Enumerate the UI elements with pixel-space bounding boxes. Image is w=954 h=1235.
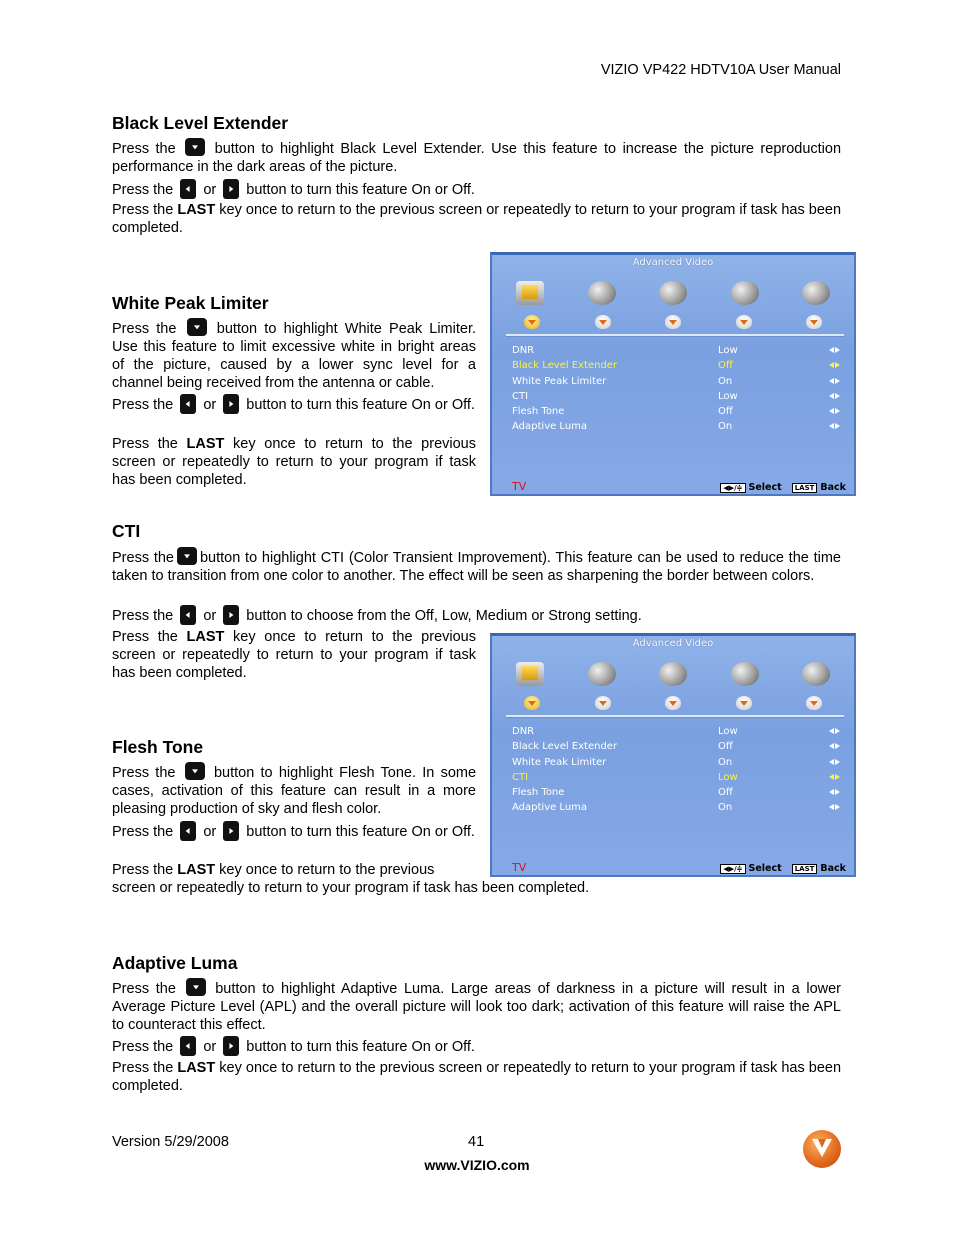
paragraph-luma-3 <box>112 1059 841 1095</box>
select-hint: Select <box>748 482 782 493</box>
left-right-arrows-icon <box>829 804 840 811</box>
osd-row <box>512 374 840 389</box>
left-right-arrows-icon <box>829 393 840 400</box>
select-hint: Select <box>748 863 782 874</box>
tv-icon <box>510 275 550 315</box>
heading-cti: CTI <box>112 521 141 541</box>
text: Press the <box>112 765 176 781</box>
down-button-icon <box>177 547 197 565</box>
text: Press the <box>112 182 174 198</box>
left-button-icon <box>180 394 196 414</box>
advanced-video-menu-screenshot-1 <box>490 252 856 496</box>
osd-arrow-bar <box>524 696 822 710</box>
paragraph-ble-2 <box>112 179 475 199</box>
text: Press the <box>112 608 174 624</box>
text: button to highlight Adaptive Luma. Large areas of darkness in a picture will result in a lower Average Picture Level (APL) and the overall picture will look too dark; activation of this feature will raise the APL to counteract this effect. <box>112 981 841 1033</box>
osd-row-value: On <box>718 375 733 387</box>
osd-row <box>512 404 840 419</box>
left-button-icon <box>180 1036 196 1056</box>
paragraph-cti-2 <box>112 605 642 625</box>
osd-row-label: DNR <box>512 726 535 737</box>
paragraph-cti-1 <box>112 547 841 585</box>
osd-row-label: Flesh Tone <box>512 406 565 418</box>
left-right-arrows-icon <box>829 743 840 750</box>
down-arrow-icon <box>665 315 681 329</box>
left-right-arrows-icon <box>829 362 840 369</box>
key-icon <box>796 275 836 315</box>
down-arrow-icon <box>736 696 752 710</box>
paragraph-luma-2 <box>112 1036 475 1056</box>
text: button to turn this feature On or Off. <box>246 1039 475 1055</box>
left-button-icon <box>180 821 196 841</box>
osd-row-value: Off <box>718 406 733 418</box>
osd-row-label: DNR <box>512 345 535 356</box>
text: key once to return to the previous <box>219 862 435 878</box>
osd-row <box>512 785 840 800</box>
osd-row-value: Off <box>718 360 733 372</box>
osd-title: Advanced Video <box>632 638 714 649</box>
osd-icon-bar <box>510 275 836 315</box>
down-arrow-icon <box>806 315 822 329</box>
text: or <box>203 397 217 413</box>
left-right-arrows-icon <box>829 728 840 735</box>
last-key-label: LAST <box>177 862 216 878</box>
osd-row-value: On <box>718 802 733 814</box>
left-button-icon <box>180 179 196 199</box>
vizio-logo-icon <box>803 1130 841 1168</box>
osd-row-label: CTI <box>512 771 529 783</box>
osd-row-value: Low <box>718 726 738 737</box>
back-hint: Back <box>820 482 846 493</box>
osd-row <box>512 739 840 754</box>
last-key-label: LAST <box>177 202 216 218</box>
paragraph-wpl-3 <box>112 435 476 489</box>
last-key-icon: LAST <box>792 483 818 493</box>
text: Press the <box>112 436 178 452</box>
down-arrow-icon <box>524 315 540 329</box>
osd-row-label: Black Level Extender <box>512 741 618 753</box>
arrows-key-icon: ◀▶/≑ <box>720 864 745 874</box>
osd-row <box>512 800 840 815</box>
text: Press the <box>112 141 176 157</box>
advanced-video-menu-screenshot-2 <box>490 633 856 877</box>
left-right-arrows-icon <box>829 347 840 354</box>
down-arrow-icon <box>524 696 540 710</box>
last-key-icon: LAST <box>792 864 818 874</box>
right-button-icon <box>223 179 239 199</box>
down-button-icon <box>187 318 207 336</box>
osd-footer-hints <box>720 482 846 493</box>
text: Press the <box>112 1060 174 1076</box>
down-arrow-icon <box>806 696 822 710</box>
heading-adaptive-luma: Adaptive Luma <box>112 953 238 973</box>
wrench-icon <box>725 656 765 696</box>
text: Press the <box>112 824 174 840</box>
arrows-key-icon: ◀▶/≑ <box>720 483 745 493</box>
satellite-dish-icon <box>653 275 693 315</box>
right-button-icon <box>223 821 239 841</box>
text: key once to return to the previous screen or repeatedly to return to your program if task has been completed. <box>112 202 842 236</box>
left-right-arrows-icon <box>829 774 840 781</box>
osd-menu-list <box>512 343 840 435</box>
osd-row <box>512 389 840 404</box>
manual-title: VIZIO VP422 HDTV10A User Manual <box>600 62 841 78</box>
microphone-icon <box>582 275 622 315</box>
website-url: www.VIZIO.com <box>424 1157 530 1173</box>
paragraph-flesh-2 <box>112 821 476 841</box>
text: Press the <box>112 1039 174 1055</box>
last-key-label: LAST <box>186 436 225 452</box>
osd-divider <box>506 334 844 337</box>
tv-icon <box>510 656 550 696</box>
left-right-arrows-icon <box>829 759 840 766</box>
down-button-icon <box>186 978 206 996</box>
text: key once to return to the previous screen or repeatedly to return to your program if task has been completed. <box>112 629 476 681</box>
left-right-arrows-icon <box>829 408 840 415</box>
osd-source-label: TV <box>512 861 527 874</box>
osd-row-label: Flesh Tone <box>512 787 565 799</box>
right-button-icon <box>223 394 239 414</box>
osd-row-label: White Peak Limiter <box>512 375 607 387</box>
last-key-label: LAST <box>177 1060 216 1076</box>
down-arrow-icon <box>595 696 611 710</box>
left-right-arrows-icon <box>829 423 840 430</box>
satellite-dish-icon <box>653 656 693 696</box>
text: button to turn this feature On or Off. <box>246 182 475 198</box>
text: or <box>203 1039 217 1055</box>
version-label: Version 5/29/2008 <box>112 1134 229 1150</box>
paragraph-ble-3 <box>112 201 841 237</box>
osd-row-value: Off <box>718 741 733 753</box>
osd-footer-hints <box>720 863 846 874</box>
paragraph-ble-1 <box>112 138 841 176</box>
left-right-arrows-icon <box>829 789 840 796</box>
text: Press the <box>112 862 174 878</box>
osd-row <box>512 419 840 434</box>
text: Press the <box>112 629 178 645</box>
osd-icon-bar <box>510 656 836 696</box>
wrench-icon <box>725 275 765 315</box>
osd-divider <box>506 715 844 718</box>
text: key once to return to the previous screen or repeatedly to return to your program if task has been completed. <box>112 1060 842 1094</box>
down-button-icon <box>185 762 205 780</box>
osd-menu-list <box>512 724 840 816</box>
osd-row <box>512 724 840 739</box>
osd-arrow-bar <box>524 315 822 329</box>
paragraph-wpl-2 <box>112 394 476 414</box>
osd-row-highlighted <box>512 358 840 373</box>
key-icon <box>796 656 836 696</box>
osd-row-value: Low <box>718 390 738 402</box>
osd-row-highlighted <box>512 770 840 785</box>
text: key once to return to the previous screen or repeatedly to return to your program if task has been completed. <box>112 436 476 488</box>
back-hint: Back <box>820 863 846 874</box>
text: or <box>203 182 217 198</box>
text: or <box>203 608 217 624</box>
osd-row-value: Off <box>718 787 733 799</box>
osd-row-value: Low <box>718 771 738 783</box>
osd-row <box>512 343 840 358</box>
paragraph-luma-1 <box>112 978 841 1034</box>
text: Press the <box>112 202 174 218</box>
down-button-icon <box>185 138 205 156</box>
osd-row-label: Black Level Extender <box>512 360 618 372</box>
text: Press the <box>112 397 174 413</box>
right-button-icon <box>223 1036 239 1056</box>
osd-title: Advanced Video <box>632 257 714 268</box>
right-button-icon <box>223 605 239 625</box>
left-button-icon <box>180 605 196 625</box>
osd-source-label: TV <box>512 480 527 493</box>
text: button to choose from the Off, Low, Medium or Strong setting. <box>246 608 642 624</box>
left-right-arrows-icon <box>829 378 840 385</box>
paragraph-flesh-3-continued: screen or repeatedly to return to your program if task has been completed. <box>112 880 590 896</box>
heading-white-peak-limiter: White Peak Limiter <box>112 293 269 313</box>
text: button to highlight CTI (Color Transient Improvement). This feature can be used to reduce the time taken to transition from one color to another. The effect will be seen as sharpening the border between colors. <box>112 550 841 584</box>
microphone-icon <box>582 656 622 696</box>
down-arrow-icon <box>736 315 752 329</box>
text: button to turn this feature On or Off. <box>246 824 475 840</box>
paragraph-flesh-3 <box>112 861 476 879</box>
text: Press the <box>112 981 176 997</box>
osd-row-label: Adaptive Luma <box>512 802 588 814</box>
text: button to highlight White Peak Limiter. Use this feature to limit excessive white in bright areas of the picture, caused by a lower sync level for a channel being received from the antenna or cable. <box>112 321 477 391</box>
down-arrow-icon <box>595 315 611 329</box>
osd-row-value: On <box>718 421 733 433</box>
paragraph-cti-3 <box>112 628 476 682</box>
text: Press the <box>112 550 174 566</box>
heading-flesh-tone: Flesh Tone <box>112 737 204 757</box>
paragraph-flesh-1 <box>112 762 476 818</box>
last-key-label: LAST <box>186 629 225 645</box>
down-arrow-icon <box>665 696 681 710</box>
osd-row-label: Adaptive Luma <box>512 421 588 433</box>
osd-row-value: Low <box>718 345 738 356</box>
text: Press the <box>112 321 177 337</box>
osd-row-value: On <box>718 756 733 768</box>
osd-row-label: CTI <box>512 390 529 402</box>
page-number: 41 <box>468 1134 485 1150</box>
text: button to turn this feature On or Off. <box>246 397 475 413</box>
osd-row-label: White Peak Limiter <box>512 756 607 768</box>
text: button to highlight Black Level Extender. Use this feature to increase the picture reproduction performance in the dark areas of the picture. <box>112 141 842 175</box>
heading-black-level-extender: Black Level Extender <box>112 113 289 133</box>
paragraph-wpl-1 <box>112 318 476 392</box>
text: or <box>203 824 217 840</box>
osd-row <box>512 755 840 770</box>
text: button to highlight Flesh Tone. In some cases, activation of this feature can result in a more pleasing production of sky and flesh color. <box>112 765 477 817</box>
